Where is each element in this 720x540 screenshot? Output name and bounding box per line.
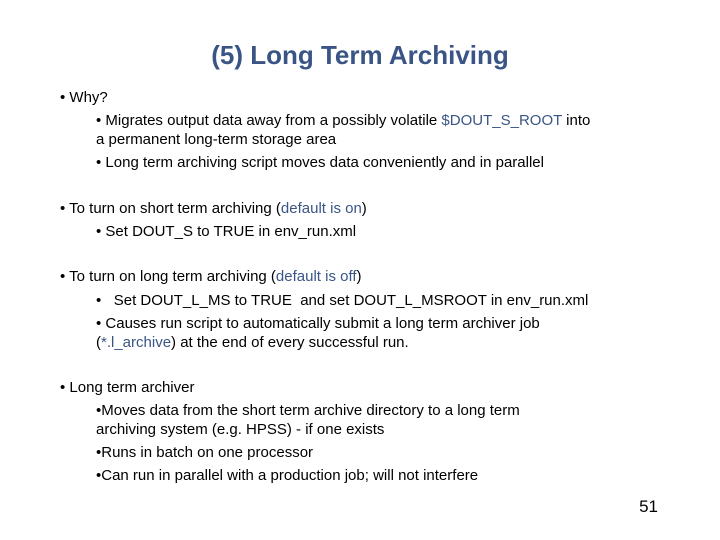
default-on-highlight: default is on: [280, 200, 362, 217]
sub-bullet-moves-data: •Moves data from the short term archive directory to a long term: [96, 402, 520, 419]
text-segment: ): [356, 268, 362, 285]
l-archive-highlight: *.l_archive: [101, 334, 172, 351]
dout-s-root-highlight: $DOUT_S_ROOT: [441, 112, 563, 129]
sub-bullet-set-dout-s: • Set DOUT_S to TRUE in env_run.xml: [96, 223, 357, 240]
bullet-short-term: [60, 199, 367, 218]
text-segment: (: [96, 334, 101, 351]
text-segment: ): [361, 200, 367, 217]
sub-bullet-causes-run: • Causes run script to automatically submit a long term archiver job: [96, 315, 540, 332]
text-segment: ) at the end of every successful run.: [171, 334, 409, 351]
bullet-long-term: [60, 267, 362, 286]
sub-bullet-set-dout-l-ms: • Set DOUT_L_MS to TRUE and set DOUT_L_MSROOT in env_run.xml: [96, 292, 589, 309]
sub-bullet-migrates: [96, 111, 590, 130]
slide-title: (5) Long Term Archiving: [211, 40, 509, 70]
sub-bullet-hpss: archiving system (e.g. HPSS) - if one exists: [96, 421, 385, 438]
sub-bullet-continuation: a permanent long-term storage area: [96, 131, 337, 148]
sub-bullet-production-job: •Can run in parallel with a production job; will not interfere: [96, 467, 479, 484]
sub-bullet-batch: •Runs in batch on one processor: [96, 444, 314, 461]
text-segment: • Migrates output data away from a possibly volatile: [96, 112, 442, 129]
text-segment: • To turn on short term archiving (: [60, 200, 281, 217]
text-segment: • To turn on long term archiving (: [60, 268, 276, 285]
bullet-archiver: • Long term archiver: [60, 379, 195, 396]
default-off-highlight: default is off: [275, 268, 357, 285]
sub-bullet-l-archive: [96, 333, 409, 352]
text-segment: into: [562, 112, 591, 129]
page-number: 51: [639, 497, 658, 516]
bullet-why: • Why?: [60, 89, 108, 106]
sub-bullet-parallel: • Long term archiving script moves data conveniently and in parallel: [96, 154, 544, 171]
